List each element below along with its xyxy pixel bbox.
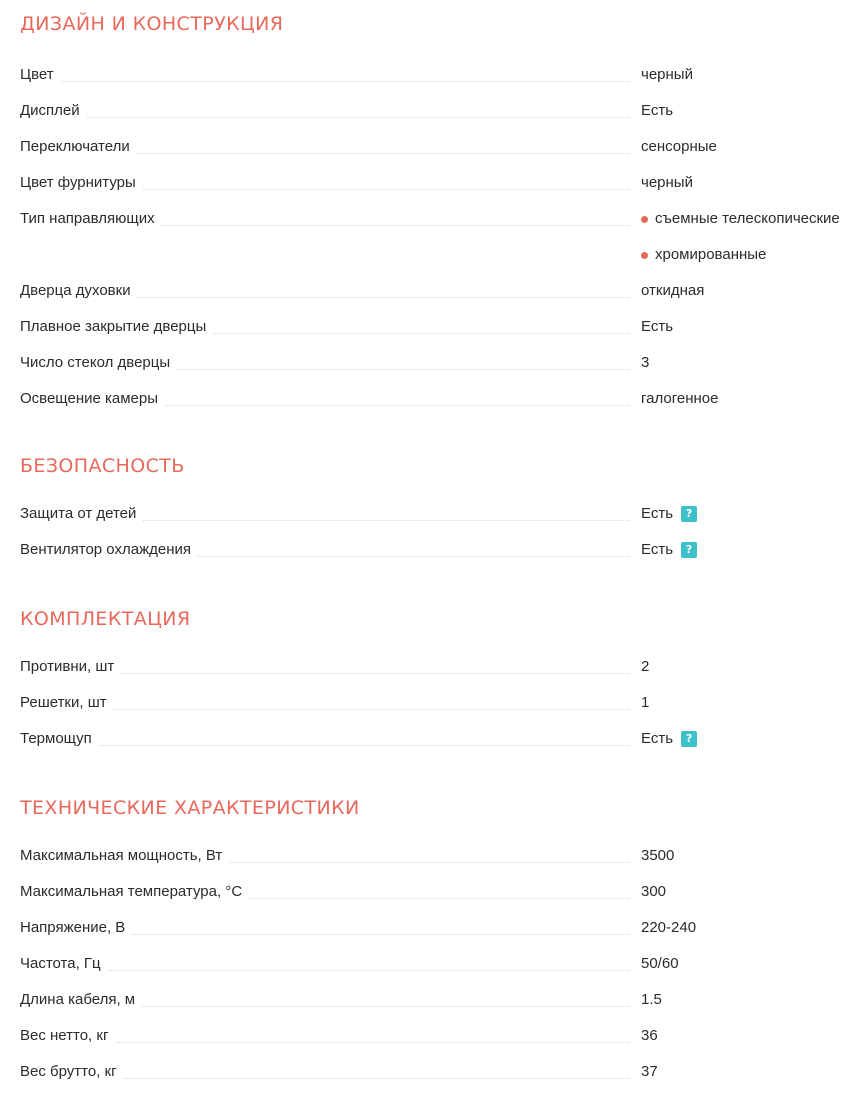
spec-value: галогенное (641, 390, 719, 407)
spec-value: хромированные (655, 246, 767, 263)
spec-row-switches (0, 137, 861, 173)
spec-label: Плавное закрытие дверцы (20, 317, 212, 337)
spec-label: Противни, шт (20, 657, 120, 677)
spec-row-voltage (0, 918, 861, 954)
leader-dots (20, 745, 630, 746)
spec-label: Число стекол дверцы (20, 353, 176, 373)
spec-value-cell (641, 729, 697, 749)
spec-row-color (0, 65, 861, 101)
spec-value: черный (641, 66, 693, 83)
spec-row-oven-door (0, 281, 861, 317)
spec-label: Частота, Гц (20, 954, 107, 974)
spec-value: 36 (641, 1027, 658, 1044)
spec-row-cable-length (0, 990, 861, 1026)
spec-row-cooling-fan (0, 540, 861, 576)
red-dot-bullet-icon (641, 252, 648, 259)
spec-label: Вес брутто, кг (20, 1062, 123, 1082)
leader-dots (20, 117, 630, 118)
question-mark-badge-icon[interactable]: ? (681, 542, 697, 558)
spec-value: Есть (641, 541, 674, 558)
spec-value: 1 (641, 694, 650, 711)
spec-label: Тип направляющих (20, 209, 161, 229)
spec-value-list (641, 209, 840, 281)
spec-value: Есть (641, 102, 674, 119)
spec-row-frequency (0, 954, 861, 990)
spec-row-racks (0, 693, 861, 729)
spec-label: Термощуп (20, 729, 98, 749)
spec-row-max-power (0, 846, 861, 882)
spec-label: Переключатели (20, 137, 136, 157)
section-title: КОМПЛЕКТАЦИЯ (20, 608, 191, 630)
spec-label: Длина кабеля, м (20, 990, 141, 1010)
spec-row-lighting (0, 389, 861, 425)
spec-value: 37 (641, 1063, 658, 1080)
spec-label: Цвет фурнитуры (20, 173, 142, 193)
spec-label: Освещение камеры (20, 389, 164, 409)
section-title: БЕЗОПАСНОСТЬ (20, 455, 185, 477)
list-item (641, 245, 840, 281)
list-item (641, 209, 840, 245)
spec-label: Защита от детей (20, 504, 142, 524)
spec-value: черный (641, 174, 693, 191)
spec-label: Вентилятор охлаждения (20, 540, 197, 560)
spec-value: сенсорные (641, 138, 717, 155)
spec-label: Цвет (20, 65, 60, 85)
spec-value: 3 (641, 354, 650, 371)
spec-value: 220-240 (641, 919, 697, 936)
spec-row-thermoprobe (0, 729, 861, 765)
spec-value: Есть (641, 318, 674, 335)
spec-value-cell (641, 540, 697, 560)
spec-label: Решетки, шт (20, 693, 113, 713)
spec-row-gross-weight (0, 1062, 861, 1098)
section-title: ТЕХНИЧЕСКИЕ ХАРАКТЕРИСТИКИ (20, 797, 360, 819)
spec-value: съемные телескопические (655, 210, 840, 227)
section-title: ДИЗАЙН И КОНСТРУКЦИЯ (20, 13, 284, 35)
spec-label: Вес нетто, кг (20, 1026, 114, 1046)
leader-dots (20, 970, 630, 971)
spec-value: 3500 (641, 847, 675, 864)
spec-label: Дверца духовки (20, 281, 137, 301)
spec-row-display (0, 101, 861, 137)
question-mark-badge-icon[interactable]: ? (681, 506, 697, 522)
spec-label: Дисплей (20, 101, 86, 121)
spec-value: Есть (641, 505, 674, 522)
spec-label: Напряжение, В (20, 918, 131, 938)
spec-row-soft-close (0, 317, 861, 353)
spec-row-trays (0, 657, 861, 693)
spec-label: Максимальная мощность, Вт (20, 846, 228, 866)
spec-value: 50/60 (641, 955, 679, 972)
spec-row-fittings-color (0, 173, 861, 209)
spec-row-guides-type (0, 209, 861, 281)
spec-value: откидная (641, 282, 705, 299)
spec-value: Есть (641, 730, 674, 747)
spec-value: 2 (641, 658, 650, 675)
spec-label: Максимальная температура, °С (20, 882, 248, 902)
spec-value-cell (641, 504, 697, 524)
red-dot-bullet-icon (641, 216, 648, 223)
spec-row-door-glass (0, 353, 861, 389)
spec-value: 1.5 (641, 991, 662, 1008)
spec-row-child-lock (0, 504, 861, 540)
question-mark-badge-icon[interactable]: ? (681, 731, 697, 747)
spec-row-max-temp (0, 882, 861, 918)
spec-value: 300 (641, 883, 667, 900)
spec-row-net-weight (0, 1026, 861, 1062)
leader-dots (20, 81, 630, 82)
